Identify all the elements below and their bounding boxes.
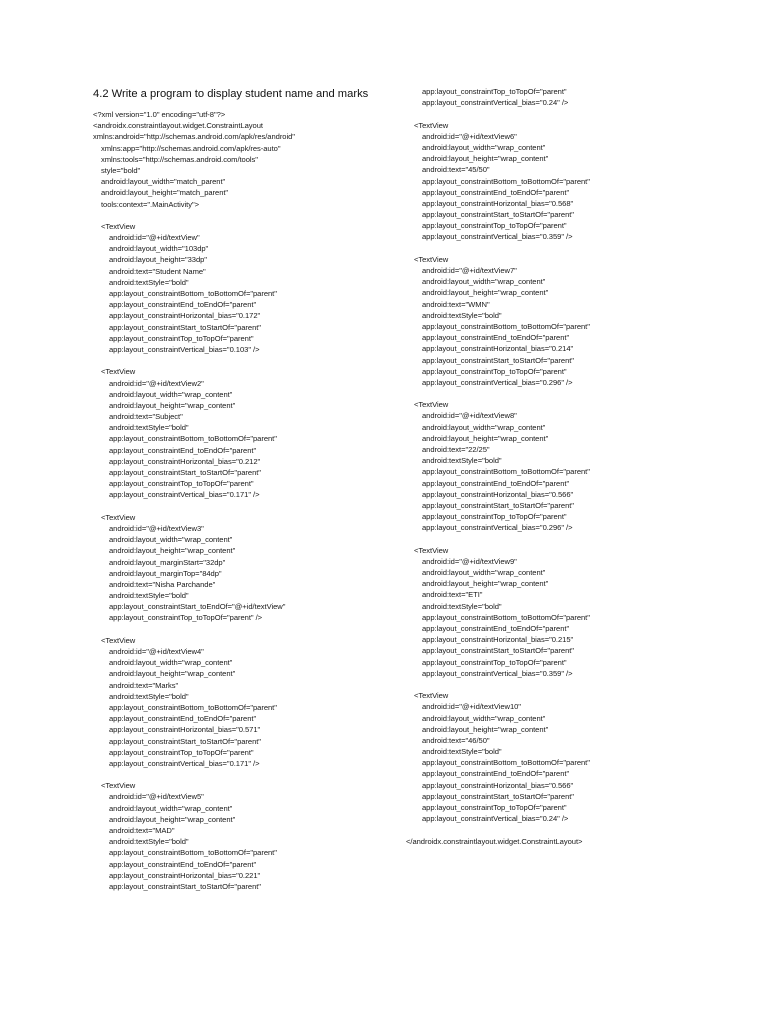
code-line — [93, 501, 295, 512]
code-line: app:layout_constraintTop_toTopOf="parent" — [422, 87, 567, 96]
code-line: android:text="45/50" — [422, 165, 490, 175]
code-line: app:layout_constraintStart_toStartOf="parent" — [422, 646, 574, 656]
code-line: android:id="@+id/textView6" — [422, 131, 517, 141]
code-line: app:layout_constraintBottom_toBottomOf="parent" — [422, 321, 590, 331]
code-line: app:layout_constraintVertical_bias="0.24" /> — [422, 98, 569, 108]
code-line: android:layout_width="wrap_content" — [422, 713, 546, 723]
code-line: app:layout_constraintVertical_bias="0.103" /> — [109, 344, 260, 354]
code-line: android:text="MAD" — [109, 826, 175, 835]
code-line: <TextView — [101, 781, 136, 791]
code-line — [406, 388, 590, 399]
code-line: app:layout_constraintBottom_toBottomOf="parent" — [109, 434, 277, 444]
code-line: app:layout_constraintBottom_toBottomOf="parent" — [422, 612, 590, 622]
code-line: <TextView — [414, 545, 449, 555]
code-line — [406, 243, 590, 254]
code-line: app:layout_constraintVertical_bias="0.171" /> — [109, 758, 260, 768]
page-title: 4.2 Write a program to display student name and marks — [93, 88, 369, 100]
code-line: app:layout_constraintHorizontal_bias="0.172" — [109, 311, 261, 321]
code-line: android:layout_width="wrap_content" — [422, 568, 546, 578]
code-line: android:id="@+id/textView10" — [422, 702, 521, 712]
code-line: <TextView — [101, 367, 136, 377]
code-line: app:layout_constraintStart_toStartOf="parent" — [109, 881, 261, 891]
code-line: android:layout_width="match_parent" — [101, 177, 226, 187]
code-line: android:id="@+id/textView8" — [422, 411, 517, 421]
code-line: android:layout_width="wrap_content" — [422, 422, 546, 432]
code-line: android:text="Marks" — [109, 680, 179, 690]
code-line: android:id="@+id/textView5" — [109, 792, 204, 802]
code-line: app:layout_constraintEnd_toEndOf="parent" — [109, 300, 257, 310]
code-line: </androidx.constraintlayout.widget.ConstraintLayout> — [406, 836, 583, 846]
code-line: app:layout_constraintBottom_toBottomOf="parent" — [422, 758, 590, 768]
code-line: android:text="Student Name" — [109, 266, 206, 276]
code-line: app:layout_constraintEnd_toEndOf="parent" — [422, 187, 570, 197]
code-line: android:layout_width="wrap_content" — [109, 535, 233, 545]
code-line: app:layout_constraintVertical_bias="0.296" /> — [422, 377, 573, 387]
code-line: android:layout_height="33dp" — [109, 255, 207, 265]
code-line: android:layout_height="wrap_content" — [422, 433, 549, 443]
code-line: <androidx.constraintlayout.widget.ConstraintLayout — [93, 121, 263, 131]
code-line: app:layout_constraintTop_toTopOf="parent" — [109, 747, 254, 757]
code-line: app:layout_constraintBottom_toBottomOf="parent" — [422, 176, 590, 186]
code-line: android:text="Subject" — [109, 412, 183, 422]
code-line: android:text="WMN" — [422, 299, 490, 309]
code-line: app:layout_constraintTop_toTopOf="parent" — [422, 803, 567, 812]
code-line: android:textStyle="bold" — [422, 601, 502, 611]
code-line: app:layout_constraintHorizontal_bias="0.215" — [422, 635, 574, 645]
code-line: android:layout_width="wrap_content" — [422, 277, 546, 287]
code-line: app:layout_constraintStart_toStartOf="parent" — [422, 791, 574, 801]
code-line: android:layout_height="wrap_content" — [109, 814, 236, 824]
code-line: android:textStyle="bold" — [422, 456, 502, 466]
code-line — [406, 534, 590, 545]
code-line: app:layout_constraintStart_toStartOf="parent" — [109, 736, 261, 746]
code-line: android:textStyle="bold" — [422, 310, 502, 320]
code-line: app:layout_constraintHorizontal_bias="0.221" — [109, 870, 261, 880]
code-line — [406, 679, 590, 690]
code-line: app:layout_constraintTop_toTopOf="parent" — [109, 333, 254, 343]
code-line: android:textStyle="bold" — [109, 591, 189, 601]
code-line: app:layout_constraintStart_toStartOf="parent" — [109, 322, 261, 332]
code-line: android:textStyle="bold" — [422, 747, 502, 757]
code-line: android:textStyle="bold" — [109, 277, 189, 287]
code-line: app:layout_constraintBottom_toBottomOf="parent" — [422, 467, 590, 477]
code-line: app:layout_constraintVertical_bias="0.171" /> — [109, 490, 260, 500]
code-line: app:layout_constraintHorizontal_bias="0.571" — [109, 725, 261, 735]
code-line: android:layout_marginTop="84dp" — [109, 568, 222, 578]
code-line: app:layout_constraintHorizontal_bias="0.568" — [422, 198, 574, 208]
code-line — [93, 769, 295, 780]
code-line: app:layout_constraintTop_toTopOf="parent" — [422, 512, 567, 522]
code-line: android:layout_height="match_parent" — [101, 188, 229, 198]
code-line: <TextView — [414, 254, 449, 264]
code-line: android:layout_height="wrap_content" — [422, 724, 549, 734]
code-line: android:layout_height="wrap_content" — [422, 288, 549, 298]
code-line: app:layout_constraintEnd_toEndOf="parent" — [109, 445, 257, 455]
code-line — [406, 824, 590, 835]
code-line: <TextView — [414, 120, 449, 130]
code-line — [406, 108, 590, 119]
code-line: android:layout_marginStart="32dp" — [109, 557, 226, 567]
code-line: android:textStyle="bold" — [109, 691, 189, 701]
code-line: android:layout_width="wrap_content" — [422, 142, 546, 152]
code-line: <TextView — [414, 400, 449, 410]
code-line: app:layout_constraintEnd_toEndOf="parent" — [422, 624, 570, 633]
code-line: <TextView — [101, 221, 136, 231]
code-line — [93, 210, 295, 221]
code-line: tools:context=".MainActivity"> — [101, 199, 200, 209]
code-line: android:id="@+id/textView3" — [109, 523, 204, 533]
code-line: <TextView — [414, 691, 449, 701]
code-line: android:id="@+id/textView" — [109, 233, 200, 243]
code-line: android:layout_height="wrap_content" — [109, 546, 236, 556]
code-line: app:layout_constraintStart_toStartOf="parent" — [109, 468, 261, 477]
code-line: android:layout_height="wrap_content" — [422, 154, 549, 164]
code-line: app:layout_constraintHorizontal_bias="0.212" — [109, 456, 261, 466]
code-line: android:text="ETI" — [422, 590, 483, 600]
code-line: <?xml version="1.0" encoding="utf-8"?> — [93, 110, 226, 119]
code-line: android:layout_height="wrap_content" — [109, 400, 236, 410]
code-line: app:layout_constraintBottom_toBottomOf="parent" — [109, 289, 277, 298]
code-column-right — [406, 86, 590, 847]
code-line: app:layout_constraintVertical_bias="0.24" /> — [422, 814, 569, 824]
code-line: android:layout_height="wrap_content" — [422, 579, 549, 589]
code-line: app:layout_constraintBottom_toBottomOf="parent" — [109, 848, 277, 858]
code-line: android:id="@+id/textView2" — [109, 378, 204, 388]
code-line: app:layout_constraintVertical_bias="0.359" /> — [422, 232, 573, 242]
code-line: app:layout_constraintVertical_bias="0.296" /> — [422, 523, 573, 533]
code-line: xmlns:tools="http://schemas.android.com/tools" — [101, 154, 258, 164]
code-line: app:layout_constraintEnd_toEndOf="parent" — [422, 333, 570, 343]
code-line: android:text="Nisha Parchande" — [109, 579, 216, 589]
code-line: android:layout_width="wrap_content" — [109, 803, 233, 813]
code-line: android:textStyle="bold" — [109, 423, 189, 433]
code-line: style="bold" — [101, 165, 141, 175]
code-line: android:id="@+id/textView9" — [422, 556, 517, 566]
code-column-left — [93, 109, 295, 892]
code-line: <TextView — [101, 512, 136, 522]
code-line: app:layout_constraintVertical_bias="0.359" /> — [422, 668, 573, 678]
code-line: app:layout_constraintBottom_toBottomOf="parent" — [109, 702, 277, 712]
code-line: app:layout_constraintEnd_toEndOf="parent" — [109, 714, 257, 724]
code-line: app:layout_constraintHorizontal_bias="0.214" — [422, 344, 574, 354]
code-line: android:text="46/50" — [422, 735, 490, 745]
code-line: app:layout_constraintTop_toTopOf="parent" — [109, 479, 254, 489]
code-line: app:layout_constraintStart_toStartOf="parent" — [422, 500, 574, 510]
code-line: app:layout_constraintHorizontal_bias="0.566" — [422, 489, 574, 499]
code-line: app:layout_constraintEnd_toEndOf="parent" — [422, 478, 570, 488]
code-line: app:layout_constraintStart_toStartOf="parent" — [422, 210, 574, 220]
code-line: android:layout_height="wrap_content" — [109, 669, 236, 679]
code-line: android:id="@+id/textView4" — [109, 647, 204, 656]
code-line — [93, 624, 295, 635]
code-line: android:layout_width="103dp" — [109, 244, 209, 254]
code-line: android:layout_width="wrap_content" — [109, 389, 233, 399]
code-line: app:layout_constraintEnd_toEndOf="parent" — [422, 769, 570, 779]
code-line: android:layout_width="wrap_content" — [109, 658, 233, 668]
code-line: app:layout_constraintTop_toTopOf="parent" — [422, 366, 567, 376]
code-line: xmlns:app="http://schemas.android.com/apk/res-auto" — [101, 143, 281, 153]
code-line: android:textStyle="bold" — [109, 837, 189, 847]
code-line: android:text="22/25" — [422, 445, 490, 454]
code-line — [93, 355, 295, 366]
code-line: app:layout_constraintTop_toTopOf="parent" — [422, 221, 567, 231]
code-line: android:id="@+id/textView7" — [422, 266, 517, 275]
code-line: app:layout_constraintStart_toStartOf="parent" — [422, 355, 574, 365]
code-line: app:layout_constraintHorizontal_bias="0.566" — [422, 780, 574, 790]
code-line: app:layout_constraintStart_toEndOf="@+id/textView" — [109, 602, 286, 612]
code-line: app:layout_constraintTop_toTopOf="parent" /> — [109, 613, 263, 623]
code-line: <TextView — [101, 635, 136, 645]
code-line: app:layout_constraintEnd_toEndOf="parent" — [109, 859, 257, 869]
code-line: xmlns:android="http://schemas.android.com/apk/res/android" — [93, 132, 295, 142]
code-line: app:layout_constraintTop_toTopOf="parent" — [422, 657, 567, 667]
